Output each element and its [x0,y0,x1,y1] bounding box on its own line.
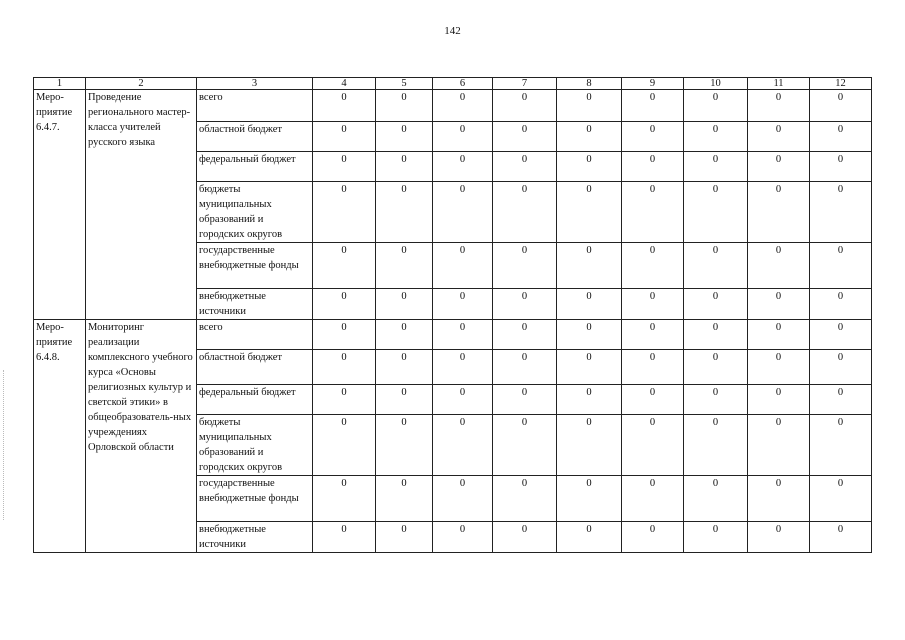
value-cell: 0 [622,289,684,320]
value-cell: 0 [557,289,622,320]
value-cell: 0 [433,122,493,152]
value-cell: 0 [433,90,493,122]
value-cell: 0 [376,182,433,243]
value-cell: 0 [684,320,748,350]
funding-source-cell: государственные внебюджетные фонды [197,243,313,289]
column-header: 1 [34,78,86,90]
column-header: 8 [557,78,622,90]
value-cell: 0 [433,522,493,553]
value-cell: 0 [810,243,872,289]
value-cell: 0 [557,522,622,553]
value-cell: 0 [748,243,810,289]
value-cell: 0 [313,289,376,320]
value-cell: 0 [810,320,872,350]
funding-source-cell: областной бюджет [197,122,313,152]
value-cell: 0 [493,289,557,320]
value-cell: 0 [557,320,622,350]
value-cell: 0 [622,320,684,350]
value-cell: 0 [684,385,748,415]
value-cell: 0 [376,476,433,522]
value-cell: 0 [313,182,376,243]
value-cell: 0 [313,522,376,553]
value-cell: 0 [433,320,493,350]
value-cell: 0 [810,289,872,320]
value-cell: 0 [684,289,748,320]
value-cell: 0 [433,152,493,182]
value-cell: 0 [376,152,433,182]
value-cell: 0 [810,522,872,553]
event-description-cell: Проведение регионального мастер-класса учителей русского языка [86,90,197,320]
value-cell: 0 [748,350,810,385]
value-cell: 0 [557,476,622,522]
value-cell: 0 [748,182,810,243]
value-cell: 0 [810,385,872,415]
table-row [34,90,872,122]
value-cell: 0 [313,385,376,415]
budget-table [33,77,872,553]
value-cell: 0 [557,152,622,182]
value-cell: 0 [376,122,433,152]
value-cell: 0 [684,476,748,522]
value-cell: 0 [376,385,433,415]
table-row [34,320,872,350]
value-cell: 0 [313,476,376,522]
value-cell: 0 [376,90,433,122]
funding-source-cell: федеральный бюджет [197,385,313,415]
value-cell: 0 [493,350,557,385]
value-cell: 0 [557,90,622,122]
value-cell: 0 [493,122,557,152]
value-cell: 0 [557,415,622,476]
value-cell: 0 [313,152,376,182]
value-cell: 0 [313,415,376,476]
event-number-cell: Меро-приятие 6.4.7. [34,90,86,320]
value-cell: 0 [493,152,557,182]
value-cell: 0 [493,522,557,553]
column-header: 11 [748,78,810,90]
value-cell: 0 [810,415,872,476]
value-cell: 0 [433,350,493,385]
value-cell: 0 [810,350,872,385]
value-cell: 0 [493,385,557,415]
value-cell: 0 [810,152,872,182]
value-cell: 0 [810,122,872,152]
value-cell: 0 [622,476,684,522]
header-row [34,78,872,90]
value-cell: 0 [557,243,622,289]
column-header: 5 [376,78,433,90]
value-cell: 0 [748,385,810,415]
event-description-cell: Мониторинг реализации комплексного учебного курса «Основы религиозных культур и светской этики» в общеобразователь-ных учреждениях Орловской области [86,320,197,553]
value-cell: 0 [684,522,748,553]
value-cell: 0 [748,415,810,476]
column-header: 4 [313,78,376,90]
funding-source-cell: бюджеты муниципальных образований и городских округов [197,182,313,243]
value-cell: 0 [433,182,493,243]
value-cell: 0 [557,350,622,385]
value-cell: 0 [748,320,810,350]
value-cell: 0 [493,243,557,289]
value-cell: 0 [376,415,433,476]
page-number: 142 [444,25,461,37]
value-cell: 0 [748,152,810,182]
value-cell: 0 [622,122,684,152]
value-cell: 0 [433,243,493,289]
column-header: 10 [684,78,748,90]
value-cell: 0 [684,350,748,385]
value-cell: 0 [433,476,493,522]
value-cell: 0 [557,385,622,415]
value-cell: 0 [622,152,684,182]
value-cell: 0 [748,476,810,522]
value-cell: 0 [493,182,557,243]
value-cell: 0 [313,350,376,385]
value-cell: 0 [810,182,872,243]
column-header: 2 [86,78,197,90]
value-cell: 0 [748,522,810,553]
value-cell: 0 [493,90,557,122]
value-cell: 0 [376,320,433,350]
value-cell: 0 [376,522,433,553]
value-cell: 0 [684,415,748,476]
value-cell: 0 [810,476,872,522]
value-cell: 0 [622,522,684,553]
value-cell: 0 [684,122,748,152]
column-header: 12 [810,78,872,90]
value-cell: 0 [684,152,748,182]
value-cell: 0 [376,350,433,385]
funding-source-cell: государственные внебюджетные фонды [197,476,313,522]
value-cell: 0 [622,415,684,476]
value-cell: 0 [313,243,376,289]
funding-source-cell: бюджеты муниципальных образований и городских округов [197,415,313,476]
value-cell: 0 [622,243,684,289]
column-header: 3 [197,78,313,90]
value-cell: 0 [684,182,748,243]
value-cell: 0 [433,415,493,476]
value-cell: 0 [376,289,433,320]
value-cell: 0 [376,243,433,289]
value-cell: 0 [622,385,684,415]
value-cell: 0 [433,289,493,320]
funding-source-cell: федеральный бюджет [197,152,313,182]
value-cell: 0 [748,122,810,152]
event-number-cell: Меро-приятие 6.4.8. [34,320,86,553]
value-cell: 0 [684,243,748,289]
funding-source-cell: внебюджетные источники [197,289,313,320]
value-cell: 0 [493,476,557,522]
value-cell: 0 [493,320,557,350]
value-cell: 0 [493,415,557,476]
value-cell: 0 [313,90,376,122]
value-cell: 0 [557,182,622,243]
funding-source-cell: всего [197,90,313,122]
value-cell: 0 [684,90,748,122]
value-cell: 0 [313,122,376,152]
value-cell: 0 [313,320,376,350]
funding-source-cell: внебюджетные источники [197,522,313,553]
binding-margin-marks [3,370,5,520]
value-cell: 0 [433,385,493,415]
column-header: 6 [433,78,493,90]
value-cell: 0 [810,90,872,122]
column-header: 9 [622,78,684,90]
funding-source-cell: всего [197,320,313,350]
value-cell: 0 [622,350,684,385]
value-cell: 0 [622,90,684,122]
value-cell: 0 [557,122,622,152]
funding-source-cell: областной бюджет [197,350,313,385]
column-header: 7 [493,78,557,90]
value-cell: 0 [748,289,810,320]
value-cell: 0 [748,90,810,122]
value-cell: 0 [622,182,684,243]
